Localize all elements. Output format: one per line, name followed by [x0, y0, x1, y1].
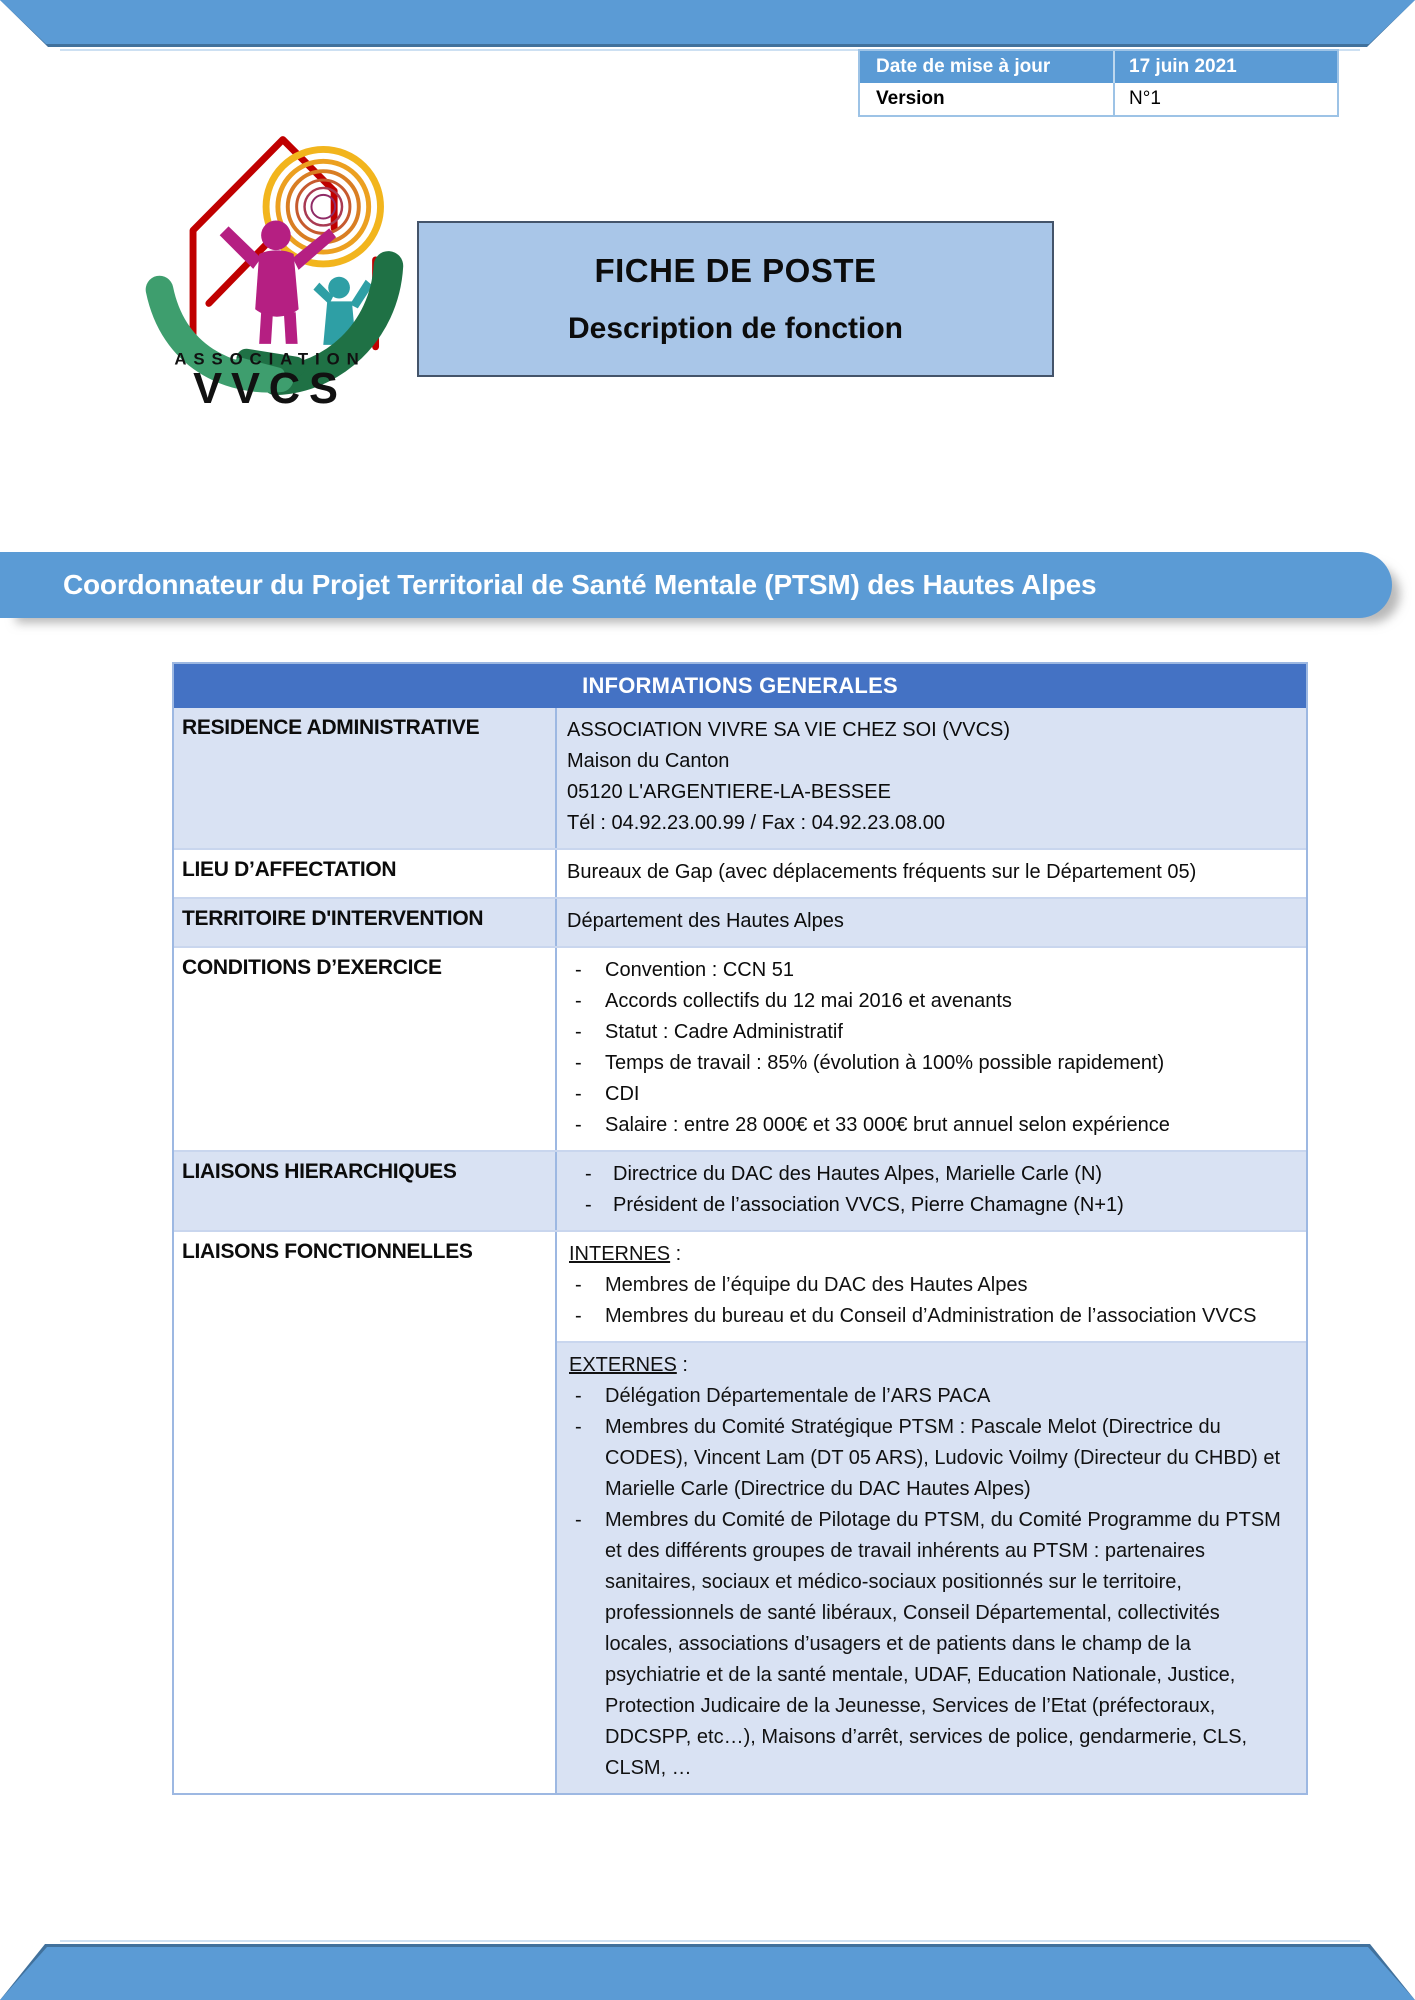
- list-item: - Délégation Départementale de l’ARS PACA: [567, 1381, 1292, 1412]
- person-magenta-icon: [220, 221, 336, 344]
- meta-date-value: 17 juin 2021: [1113, 51, 1337, 83]
- job-title-banner: [0, 552, 1392, 618]
- list-item: - Membres du bureau et du Conseil d’Administration de l’association VVCS: [567, 1301, 1292, 1332]
- list-item: - Membres du Comité Stratégique PTSM : Pascale Melot (Directrice du CODES), Vincent Lam (DT 05 ARS), Ludovic Voilmy (Directeur du CHBD) et Marielle Carle (Directrice du DAC Hautes Alpes): [567, 1412, 1292, 1505]
- row-label-lieu: LIEU D’AFFECTATION: [174, 850, 557, 897]
- info-table: [172, 662, 1308, 1795]
- list-item: - Temps de travail : 85% (évolution à 100% possible rapidement): [567, 1048, 1292, 1079]
- list-item: - Membres de l’équipe du DAC des Hautes Alpes: [567, 1270, 1292, 1301]
- list-item: - Directrice du DAC des Hautes Alpes, Marielle Carle (N): [567, 1159, 1292, 1190]
- row-value-lieu: Bureaux de Gap (avec déplacements fréquents sur le Département 05): [557, 850, 1306, 897]
- row-label-territoire: TERRITOIRE D'INTERVENTION: [174, 899, 557, 946]
- logo-org-text: ASSOCIATION: [174, 349, 366, 369]
- row-value-territoire: Département des Hautes Alpes: [557, 899, 1306, 946]
- address-line: Tél : 04.92.23.00.99 / Fax : 04.92.23.08.00: [567, 812, 946, 834]
- logo-acronym-text: VVCS: [193, 365, 347, 406]
- internes-heading: INTERNES :: [569, 1243, 682, 1265]
- table-row-territoire: [174, 897, 1306, 946]
- row-value-conditions: [557, 948, 1306, 1150]
- meta-row-version: [860, 83, 1337, 115]
- association-vvcs-logo: [128, 110, 413, 406]
- row-value-residence: [557, 708, 1306, 848]
- bottom-ribbon-echo-line: [60, 1940, 1360, 1942]
- row-label-conditions: CONDITIONS D’EXERCICE: [174, 948, 557, 1150]
- list-item: - Accords collectifs du 12 mai 2016 et avenants: [567, 986, 1292, 1017]
- list-item: - Convention : CCN 51: [567, 955, 1292, 986]
- list-item: - Membres du Comité de Pilotage du PTSM, du Comité Programme du PTSM et des différents groupes de travail inhérents au PTSM : partenaires sanitaires, sociaux et médico-sociaux positionnés sur le territoire, professionnels de santé libéraux, Conseil Départemental, collectivités locales, associations d’usagers et de patients dans le champ de la psychiatrie et de la santé mentale, UDAF, Education Nationale, Justice, Protection Judicaire de la Jeunesse, Services de l’Etat (préfectoraux, DDCSPP, etc…), Maisons d’arrêt, services de police, gendarmerie, CLS, CLSM, …: [567, 1505, 1292, 1784]
- list-item: - Statut : Cadre Administratif: [567, 1017, 1292, 1048]
- title-box: [417, 221, 1054, 377]
- table-row-lieu: [174, 848, 1306, 897]
- list-item: - Salaire : entre 28 000€ et 33 000€ brut annuel selon expérience: [567, 1110, 1292, 1141]
- address-line: Maison du Canton: [567, 750, 730, 772]
- externes-heading: EXTERNES :: [569, 1354, 688, 1376]
- row-value-hierarchiques: [557, 1152, 1306, 1230]
- table-row-conditions: [174, 946, 1306, 1150]
- address-line: 05120 L'ARGENTIERE-LA-BESSEE: [567, 781, 891, 803]
- row-label-hierarchiques: LIAISONS HIERARCHIQUES: [174, 1152, 557, 1230]
- table-row-residence: [174, 708, 1306, 848]
- list-item: - Président de l’association VVCS, Pierre Chamagne (N+1): [567, 1190, 1292, 1221]
- internes-section: [557, 1232, 1306, 1341]
- document-subtitle: Description de fonction: [567, 312, 903, 345]
- job-title-text: Coordonnateur du Projet Territorial de Santé Mentale (PTSM) des Hautes Alpes: [63, 569, 1097, 600]
- table-row-fonctionnelles: [174, 1230, 1306, 1793]
- meta-table: [858, 49, 1339, 117]
- meta-row-date: [860, 51, 1337, 83]
- document-title: FICHE DE POSTE: [594, 252, 877, 289]
- table-row-hierarchiques: [174, 1150, 1306, 1230]
- meta-version-value: N°1: [1113, 83, 1337, 115]
- bottom-ribbon: [0, 1947, 1415, 2000]
- top-ribbon: [0, 0, 1415, 44]
- address-line: ASSOCIATION VIVRE SA VIE CHEZ SOI (VVCS): [567, 719, 1011, 741]
- info-table-header: INFORMATIONS GENERALES: [174, 664, 1306, 708]
- externes-section: [557, 1341, 1306, 1793]
- list-item: - CDI: [567, 1079, 1292, 1110]
- meta-version-label: Version: [876, 88, 945, 109]
- row-label-fonctionnelles: LIAISONS FONCTIONNELLES: [174, 1232, 557, 1793]
- row-label-residence: RESIDENCE ADMINISTRATIVE: [174, 708, 557, 848]
- row-value-fonctionnelles: [557, 1232, 1306, 1793]
- meta-date-label: Date de mise à jour: [876, 56, 1051, 77]
